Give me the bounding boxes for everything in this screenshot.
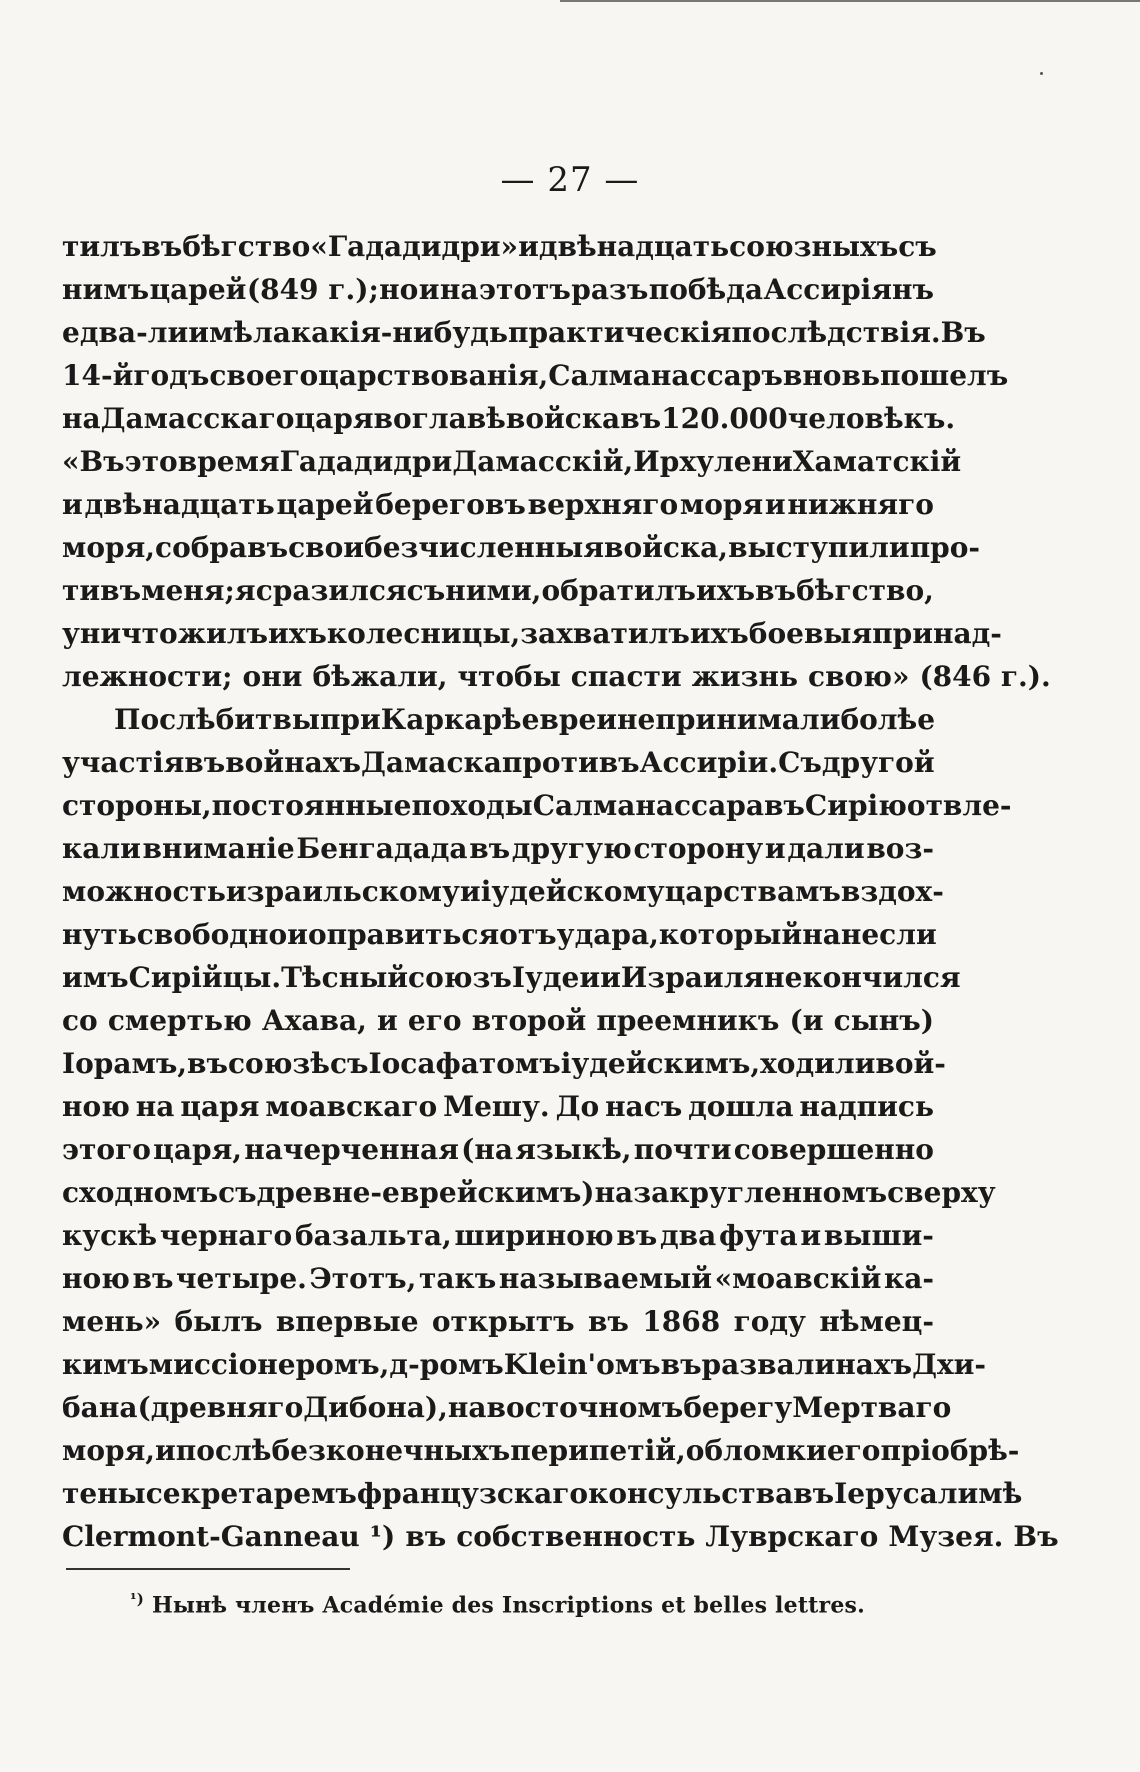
word: совершенно [733,1133,934,1166]
word: при [319,703,381,736]
text-line [62,1300,934,1343]
word: спасти [570,660,682,693]
word: ходили [760,1047,876,1080]
word: (846 г.). [919,660,1051,693]
word: съ [329,1047,369,1080]
word: во [373,402,412,435]
word: Іорамъ, [62,1047,188,1080]
word: въ [141,230,183,263]
word: оправиться [307,918,500,951]
word: имъ [62,961,129,994]
word: удара, [556,918,659,951]
word: Дхи- [912,1348,987,1381]
word: побѣда [648,273,764,306]
word: свою» [808,660,910,693]
word: сторону [633,832,764,865]
word: нанесли [802,918,937,951]
word: принимали [655,703,841,736]
word: но [379,273,419,306]
word: не [617,703,656,736]
word: секретаремъ [145,1477,357,1510]
word: его [826,1434,881,1467]
word: это [124,445,178,478]
word: ихъ [696,574,755,607]
word: Луврскаго [705,1520,879,1553]
word: ихъ [689,617,749,650]
word: Тѣсный [281,961,409,994]
word: постоянные [211,789,412,822]
text-line [62,1257,934,1300]
word: Салманассаръ [548,359,783,392]
word: который [658,918,803,951]
word: и [62,488,83,521]
word: захватилъ [520,617,690,650]
word: Дамасскаго [100,402,295,435]
word: сразился [255,574,407,607]
word: Іерусалимѣ [834,1477,1023,1510]
word: нѣмец- [819,1305,934,1338]
word: отъ [499,918,557,951]
word: ною [62,1262,130,1295]
word: я [234,574,256,607]
word: смертью [107,1004,252,1037]
word: надпись [799,1090,934,1123]
word: царя, [153,1133,242,1166]
word: Въ [940,316,986,349]
word: главѣ [411,402,506,435]
text-line [62,1171,996,1214]
word: въ [184,746,226,779]
word: «моавскій [714,1262,882,1295]
word: и [600,961,621,994]
word: и [287,918,308,951]
word: царя [180,1090,260,1123]
text-line [62,913,937,956]
word: моря, [62,1434,156,1467]
word: Ахава, [261,1004,367,1037]
word: принад- [872,617,1002,650]
word: д-ромъ [389,1348,504,1381]
word: безконечныхъ [271,1434,511,1467]
word: въ [187,1047,228,1080]
word: ка- [883,1262,934,1295]
word: и [155,1434,176,1467]
word: битвы [215,703,320,736]
word: впервые [275,1305,419,1338]
text-line [62,483,934,526]
word: въ [755,574,796,607]
word: можность [62,875,226,908]
word: походы [411,789,533,822]
word: Съ [778,746,822,779]
word: Сирійцы. [128,961,282,994]
word: Салманассара [532,789,764,822]
word: почти [633,1133,732,1166]
word: лежности; [62,660,233,693]
word: жизнь [691,660,799,693]
word: въ [469,832,511,865]
word: болѣе [840,703,936,736]
word: въ [616,1219,658,1252]
word: консульства [588,1477,794,1510]
word: верхняго [527,488,679,521]
word: на [439,273,479,306]
word: практическія [507,316,732,349]
word: ¹) [369,1520,396,1553]
word: Мешу. [443,1090,550,1123]
word: Каркарѣ [380,703,522,736]
word: моавскаго [265,1090,438,1123]
word: фута [719,1219,798,1252]
word: не [764,961,803,994]
word: тены [62,1477,146,1510]
footnote [130,1590,865,1618]
word: вниманіе [142,832,295,865]
word: кончился [802,961,961,994]
word: «Въ [62,445,125,478]
word: союзѣ [227,1047,330,1080]
text-line [62,1214,934,1257]
word: вновь [782,359,880,392]
word: Израиля [620,961,765,994]
word: на [447,1391,487,1424]
word: бана [62,1391,138,1424]
word: Этотъ, [309,1262,417,1295]
word: царей [149,273,247,306]
text-line [62,999,934,1042]
word: на [135,1090,175,1123]
word: базальта, [294,1219,452,1252]
word: имѣла [188,316,291,349]
word: двѣнадцать [538,230,730,263]
word: разъ [571,273,649,306]
word: пошелъ [879,359,1009,392]
word: преемникъ [596,1004,780,1037]
word: свободно [136,918,288,951]
word: Дамаска [360,746,502,779]
word: этотъ [478,273,571,306]
word: царей [276,488,374,521]
word: кимъ [62,1348,149,1381]
text-line [62,354,1009,397]
word: съ [898,230,937,263]
word: противъ [501,746,640,779]
word: дошла [688,1090,794,1123]
word: Послѣ [114,703,216,736]
word: пріобрѣ- [880,1434,1020,1467]
word: языкѣ, [515,1133,632,1166]
word: со [62,1004,98,1037]
word: бѣгство, [796,574,934,607]
word: нуть [62,918,137,951]
word: сходномъ [62,1176,219,1209]
word: «Гададидри» [310,230,519,263]
word: тивъ [62,574,142,607]
word: въ [587,1305,629,1338]
word: Въ [1013,1520,1059,1553]
word: въ [132,1262,174,1295]
word: Ассиріянъ [763,273,934,306]
word: и [800,1219,822,1252]
word: меня; [141,574,235,607]
body-text [62,225,1059,1558]
word: обломки [685,1434,827,1467]
word: Бенгадада [296,832,468,865]
word: іудейскому [480,875,665,908]
word: про- [909,531,981,564]
word: въ [793,1477,835,1510]
word: собравъ [155,531,289,564]
word: какія-нибудь [290,316,508,349]
text-line [62,1128,934,1171]
text-line [62,440,962,483]
word: войнахъ [225,746,361,779]
text-line [62,1343,987,1386]
word: восточномъ [486,1391,684,1424]
word: ними, [445,574,542,607]
word: и [459,875,481,908]
word: собственность [456,1520,696,1553]
word: они [242,660,303,693]
word: и [376,1004,398,1037]
text-line [62,784,1012,827]
word: году [733,1305,806,1338]
word: на [594,1176,634,1209]
word: развалинахъ [701,1348,913,1381]
text-line [62,870,944,913]
word: Музея. [888,1520,1004,1553]
word: два [660,1219,717,1252]
word: кускѣ [62,1219,158,1252]
word: бѣжали, [312,660,448,693]
word: бѣгство [182,230,311,263]
word: чтобы [457,660,561,693]
text-line [62,655,1051,698]
word: Дамасскій, [452,445,634,478]
word: уничтожилъ [62,617,268,650]
word: нимъ [62,273,150,306]
word: участія [62,746,185,779]
text-line [62,1515,1059,1558]
word: моря [679,488,764,521]
word: іудейскимъ, [560,1047,761,1080]
word: боевыя [748,617,873,650]
word: на [62,402,101,435]
word: Гададидри [279,445,453,478]
word: береговъ [375,488,526,521]
word: Іосафатомъ [368,1047,561,1080]
word: съ [218,1176,257,1209]
word: второй [471,1004,587,1037]
text-line [62,526,981,569]
ink-speck [1040,72,1043,75]
word: стороны, [62,789,212,822]
word: въ [620,402,662,435]
word: евреи [521,703,618,736]
word: этого [62,1133,151,1166]
word: 1868 [642,1305,721,1338]
word: французскаго [356,1477,589,1510]
word: открытъ [431,1305,575,1338]
word: (и [789,1004,824,1037]
word: 120.000 [661,402,788,435]
word: царствованія, [318,359,549,392]
word: и [518,230,539,263]
word: мень» [62,1305,162,1338]
word: насъ [605,1090,683,1123]
word: войска, [604,531,729,564]
word: послѣ [175,1434,272,1467]
word: войска [505,402,621,435]
word: обратилъ [541,574,696,607]
word: (древняго [137,1391,304,1424]
text-line [62,956,961,999]
word: царствамъ [664,875,841,908]
word: выши- [823,1219,934,1252]
word: тилъ [62,230,142,263]
word: нижняго [787,488,934,521]
word: Дибона), [303,1391,448,1424]
word: и [418,273,440,306]
text-line [62,569,934,612]
word: чернаго [159,1219,293,1252]
word: выступили [728,531,910,564]
footnote-rule [66,1568,350,1570]
text-line [62,1042,946,1085]
word: дали [787,832,865,865]
word: вой- [875,1047,946,1080]
word: двѣнадцать [84,488,275,521]
word: съ [406,574,446,607]
word: Clermont-Ganneau [62,1520,360,1553]
word: израильскому [225,875,460,908]
word: называемый [498,1262,712,1295]
word: союзъ [408,961,512,994]
word: другую [511,832,632,865]
text-line [62,397,956,440]
word: древне-еврейскимъ) [256,1176,595,1209]
word: моря, [62,531,156,564]
word: въ [405,1520,447,1553]
word: послѣдствія. [731,316,941,349]
word: колесницы, [326,617,521,650]
word: другой [821,746,935,779]
word: Ирхулени [633,445,793,478]
word: отвле- [906,789,1012,822]
word: свои [288,531,365,564]
word: воз- [866,832,934,865]
word: Сирію [804,789,907,822]
text-line [62,225,937,268]
text-line [62,741,934,784]
word: шириною [454,1219,614,1252]
word: перипетій, [510,1434,686,1467]
word: въ [660,1348,702,1381]
word: Ассиріи. [639,746,779,779]
word: Klein'омъ [503,1348,661,1381]
text-line [62,698,934,741]
text-line [62,1429,1020,1472]
word: Хаматскій [792,445,962,478]
word: сынъ) [833,1004,934,1037]
text-line [62,311,986,354]
word: годъ [133,359,210,392]
word: его [407,1004,462,1037]
word: въ [763,789,805,822]
text-line [62,1472,1023,1515]
word: такъ [419,1262,497,1295]
word: едва-ли [62,316,189,349]
word: ихъ [267,617,327,650]
word: ною [62,1090,130,1123]
word: и [764,832,786,865]
word: и [764,488,786,521]
footnote-marker: ¹) [130,1590,145,1608]
word: Іудеи [511,961,601,994]
word: До [555,1090,600,1123]
word: своего [209,359,319,392]
word: былъ [174,1305,263,1338]
text-line [62,612,1002,655]
word: время [177,445,280,478]
word: четыре. [176,1262,307,1295]
footnote-text: Нынѣ членъ Académie des Inscriptions et belles lettres. [151,1592,865,1619]
top-border-rule [560,0,1140,2]
word: миссіонеромъ, [148,1348,390,1381]
word: закругленномъ [633,1176,888,1209]
word: (849 г.); [246,273,379,306]
word: 14-й [62,359,134,392]
word: (на [461,1133,514,1166]
word: берегу [683,1391,793,1424]
word: сверху [887,1176,996,1209]
word: человѣкъ. [787,402,956,435]
word: союзныхъ [729,230,899,263]
text-line [62,1386,952,1429]
text-line [62,268,934,311]
word: царя [294,402,374,435]
word: безчисленныя [364,531,604,564]
page-number: — 27 — [500,160,640,200]
text-line [62,1085,934,1128]
word: начерченная [244,1133,459,1166]
text-line [62,827,934,870]
word: Мертваго [792,1391,952,1424]
word: вздох- [840,875,944,908]
word: кали [62,832,141,865]
